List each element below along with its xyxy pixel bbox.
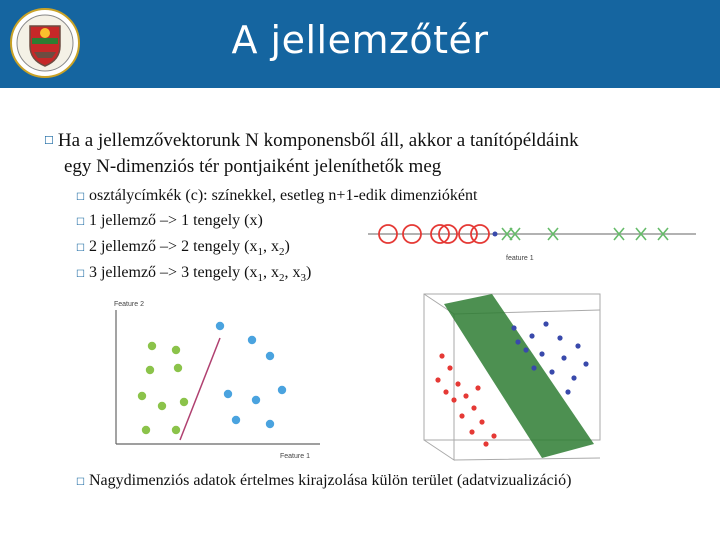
sub-bullet-text: osztálycímkék (c): színekkel, esetleg n+1-edik dimenzióként bbox=[88, 187, 478, 204]
bullet-icon: ☐ bbox=[76, 269, 85, 280]
main-bullet-line2: egy N-dimenziós tér pontjaiként jeleníthetők meg bbox=[64, 156, 442, 177]
two-d-blue-points bbox=[216, 322, 286, 428]
green-point bbox=[142, 426, 150, 434]
boundary-dot bbox=[493, 232, 498, 237]
red-point bbox=[469, 429, 474, 434]
separating-plane bbox=[444, 294, 594, 458]
bullet-icon: ☐ bbox=[76, 192, 85, 203]
blue-point bbox=[575, 343, 580, 348]
blue-point bbox=[248, 336, 256, 344]
red-point bbox=[435, 377, 440, 382]
red-point bbox=[483, 441, 488, 446]
blue-point bbox=[266, 420, 274, 428]
bullet-icon: ☐ bbox=[76, 217, 85, 228]
sub-bullet-text: ) bbox=[284, 238, 290, 255]
red-point bbox=[443, 389, 448, 394]
red-point bbox=[451, 397, 456, 402]
sub-bullet-text: 2 jellemző –> 2 tengely (x bbox=[88, 238, 258, 255]
blue-point bbox=[531, 365, 536, 370]
green-point bbox=[180, 398, 188, 406]
subscript: 3 bbox=[300, 272, 306, 285]
two-d-y-label: Feature 2 bbox=[114, 301, 144, 308]
blue-point bbox=[266, 352, 274, 360]
red-point bbox=[447, 365, 452, 370]
green-point bbox=[172, 426, 180, 434]
red-point bbox=[459, 413, 464, 418]
sub-bullet-text: 1 jellemző –> 1 tengely (x) bbox=[88, 212, 263, 229]
blue-point bbox=[539, 351, 544, 356]
two-d-green-points bbox=[138, 342, 188, 434]
bullet-icon: ☐ bbox=[44, 135, 54, 147]
red-point bbox=[471, 405, 476, 410]
green-point bbox=[174, 364, 182, 372]
red-point bbox=[475, 385, 480, 390]
blue-point bbox=[565, 389, 570, 394]
green-point bbox=[172, 346, 180, 354]
blue-point bbox=[583, 361, 588, 366]
sub-bullet-1d bbox=[76, 211, 263, 233]
blue-point bbox=[216, 322, 224, 330]
subscript: 1 bbox=[257, 272, 263, 285]
blue-point bbox=[529, 333, 534, 338]
blue-point bbox=[523, 347, 528, 352]
subscript: 2 bbox=[279, 246, 285, 259]
blue-point bbox=[252, 396, 260, 404]
blue-point bbox=[515, 339, 520, 344]
sub-bullet-class-labels bbox=[76, 186, 477, 208]
sub-bullet-text: , x bbox=[284, 264, 301, 281]
last-bullet bbox=[76, 472, 571, 490]
decision-boundary bbox=[180, 338, 220, 440]
last-bullet-text: Nagydimenziós adatok értelmes kirajzolása külön terület (adatvizualizáció) bbox=[88, 472, 572, 489]
red-point bbox=[479, 419, 484, 424]
sub-bullet-text: , x bbox=[263, 264, 279, 281]
two-d-x-label: Feature 1 bbox=[280, 453, 310, 460]
blue-point bbox=[557, 335, 562, 340]
one-d-axis-label: feature 1 bbox=[506, 255, 534, 262]
red-point bbox=[455, 381, 460, 386]
main-bullet bbox=[44, 128, 684, 180]
red-point bbox=[463, 393, 468, 398]
bullet-icon: ☐ bbox=[76, 243, 85, 254]
blue-point bbox=[511, 325, 516, 330]
slide-title: A jellemzőtér bbox=[231, 18, 489, 62]
red-point bbox=[491, 433, 496, 438]
blue-point bbox=[278, 386, 286, 394]
blue-point bbox=[224, 390, 232, 398]
one-d-feature-figure bbox=[368, 214, 698, 264]
blue-point bbox=[561, 355, 566, 360]
two-d-scatter-figure bbox=[84, 298, 324, 462]
three-d-scatter-figure bbox=[414, 288, 610, 464]
bullet-icon: ☐ bbox=[76, 477, 85, 488]
green-point bbox=[138, 392, 146, 400]
red-point bbox=[439, 353, 444, 358]
green-point bbox=[158, 402, 166, 410]
sub-bullet-text: , x bbox=[263, 238, 279, 255]
sub-bullet-3d bbox=[76, 263, 311, 288]
subscript: 2 bbox=[279, 272, 285, 285]
blue-point bbox=[232, 416, 240, 424]
subscript: 1 bbox=[257, 246, 263, 259]
sub-bullet-text: 3 jellemző –> 3 tengely (x bbox=[88, 264, 258, 281]
blue-point bbox=[549, 369, 554, 374]
blue-point bbox=[571, 375, 576, 380]
main-bullet-line1: Ha a jellemzővektorunk N komponensből áll, akkor a tanítópéldáink bbox=[57, 130, 579, 151]
sub-bullet-2d bbox=[76, 237, 290, 262]
sub-bullet-text: ) bbox=[306, 264, 312, 281]
green-point bbox=[146, 366, 154, 374]
blue-point bbox=[543, 321, 548, 326]
green-point bbox=[148, 342, 156, 350]
